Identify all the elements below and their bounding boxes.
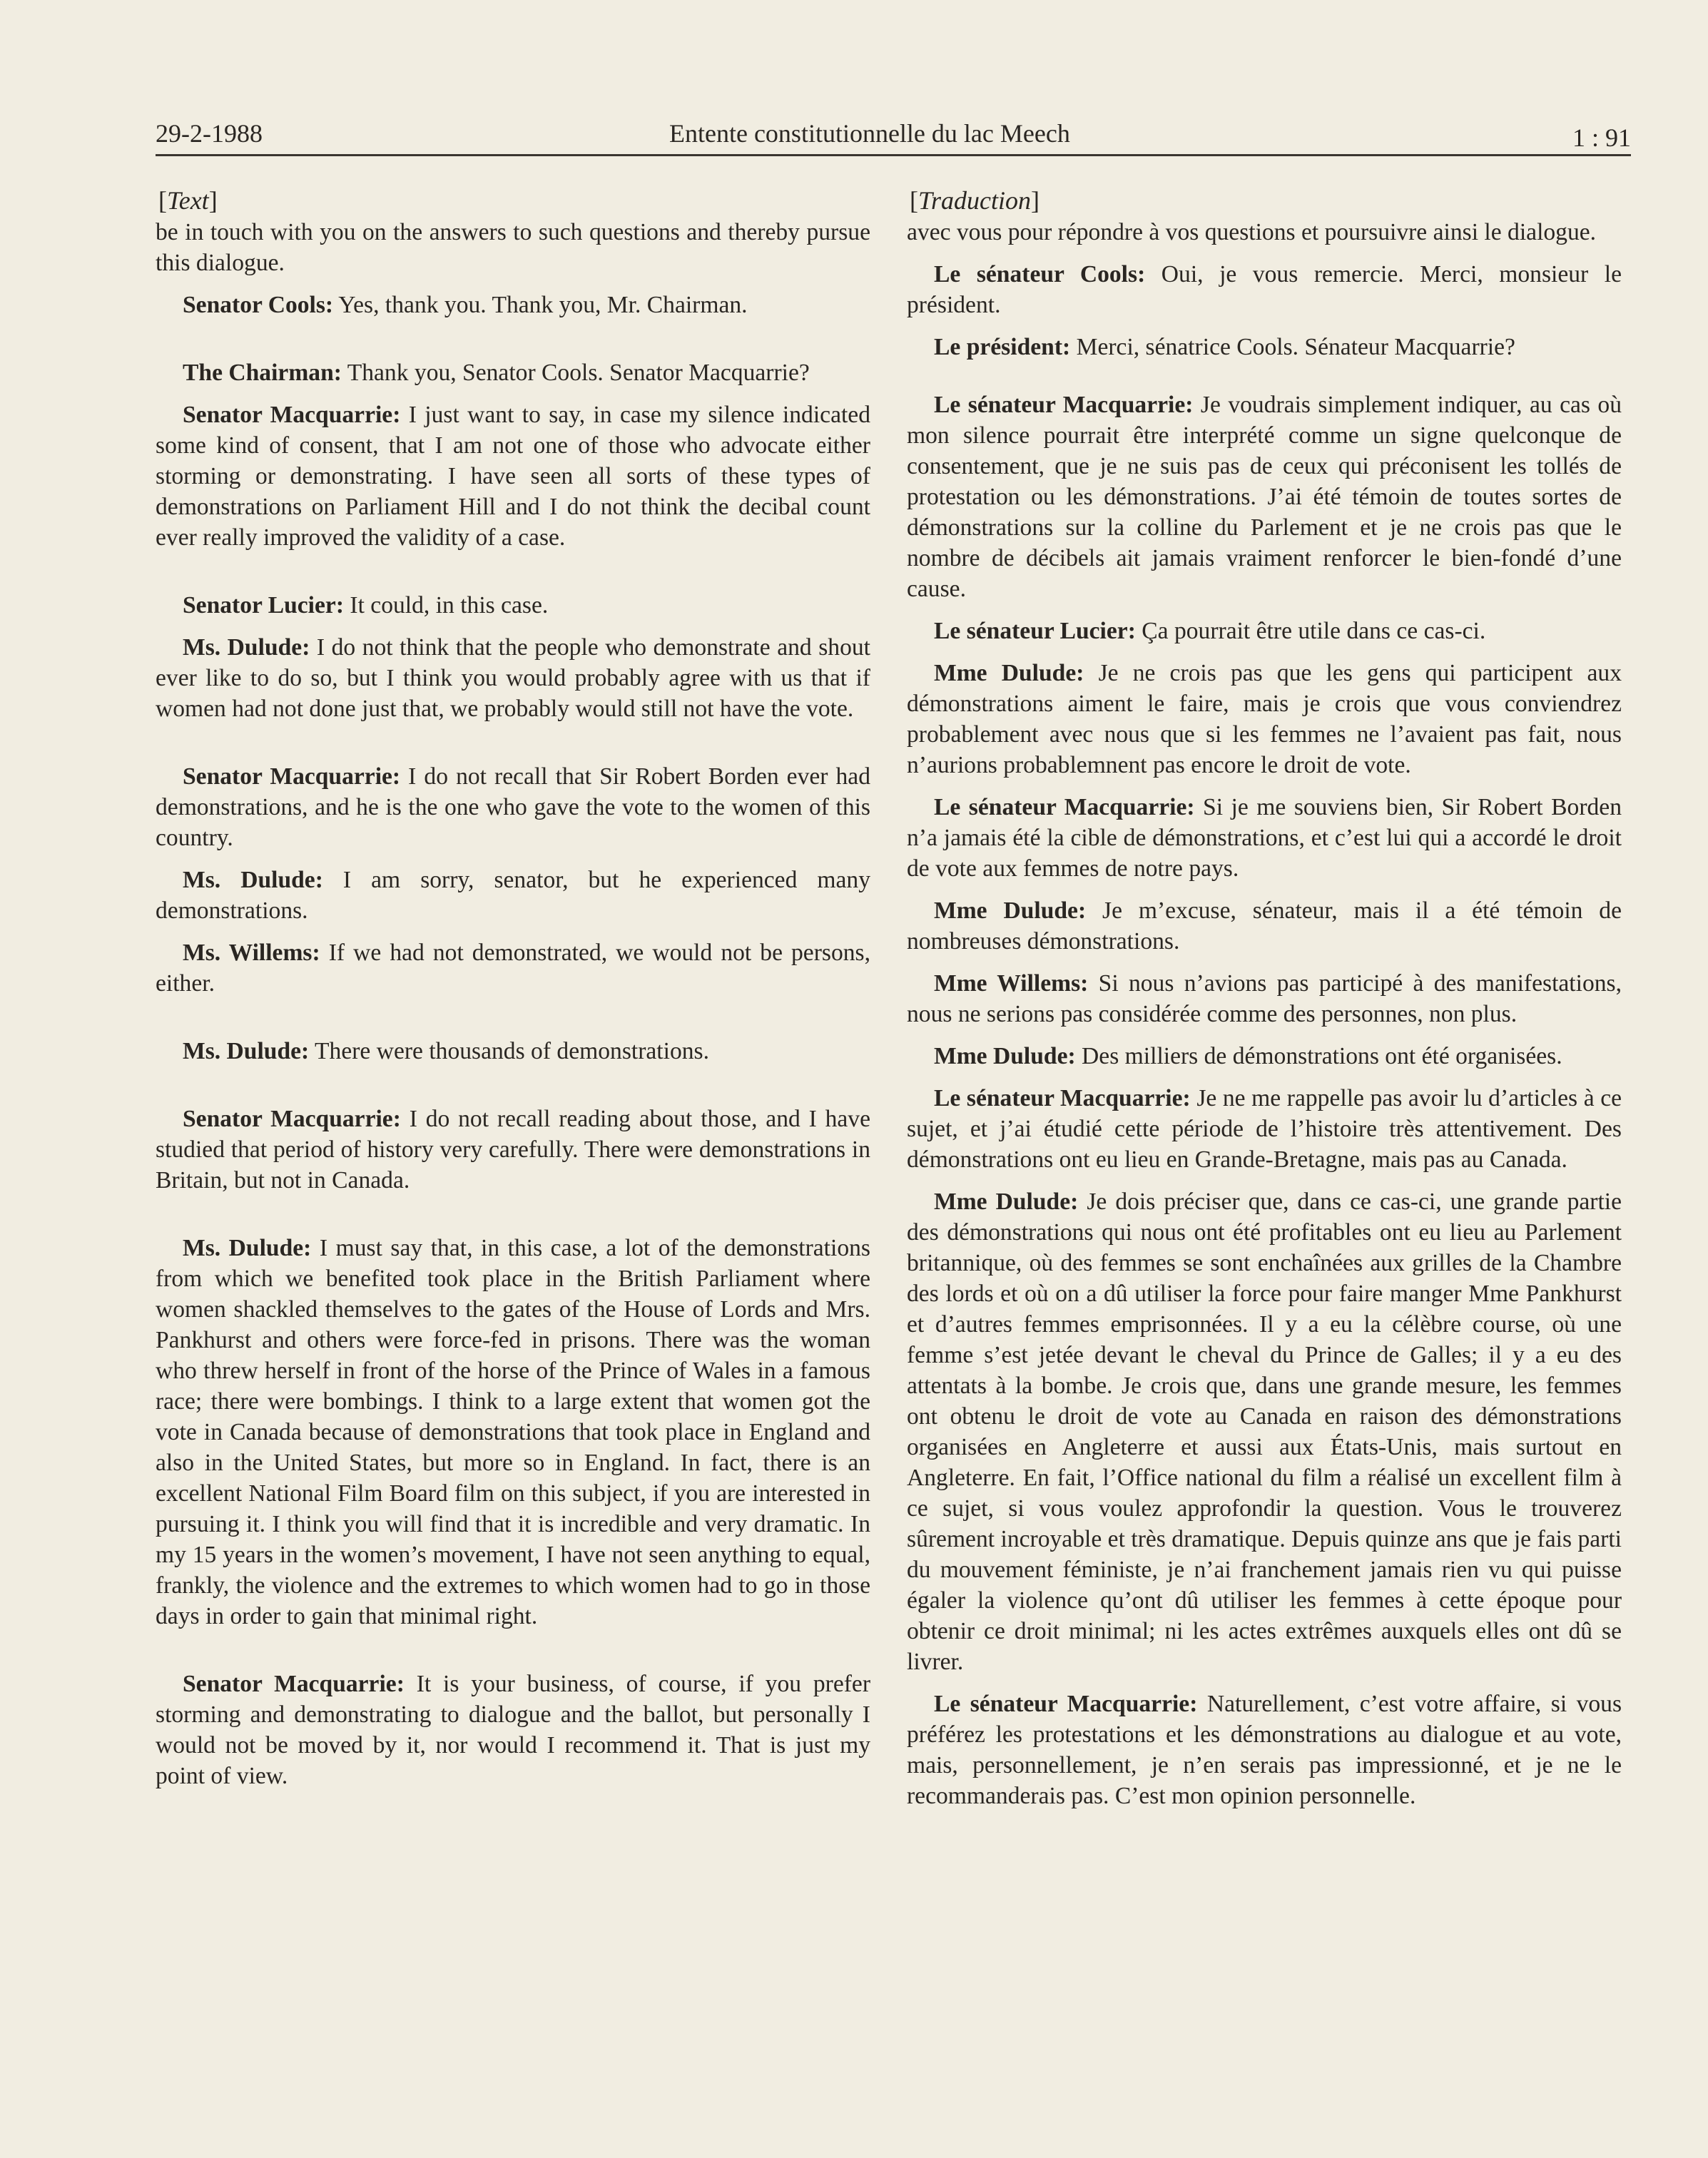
speaker-name: Mme Dulude:: [934, 660, 1084, 686]
speech-text: I do not recall that Sir Robert Borden ever had demonstrations, and he is the one who gave the vote to the women of this country.: [156, 763, 870, 851]
speech-paragraph: [156, 1104, 870, 1196]
speech-text: I do not recall reading about those, and I have studied that period of history very carefully. There were demonstrations in Britain, but not in Canada.: [156, 1106, 870, 1193]
speech-paragraph: [156, 1233, 870, 1632]
speech-paragraph: [156, 865, 870, 926]
speech-text: If we had not demonstrated, we would not be persons, either.: [156, 940, 870, 997]
speaker-name: Mme Dulude:: [934, 1189, 1079, 1215]
speech-paragraph: [907, 332, 1622, 362]
speech-paragraph: [907, 895, 1622, 957]
speech-paragraph: [907, 259, 1622, 320]
speech-text: It could, in this case.: [344, 592, 549, 619]
speaker-name: Le sénateur Cools:: [934, 261, 1146, 287]
speech-text: Yes, thank you. Thank you, Mr. Chairman.: [333, 292, 748, 318]
speech-paragraph: [907, 1186, 1622, 1677]
page-header: [156, 114, 1631, 156]
speech-paragraph: [907, 1689, 1622, 1811]
speech-paragraph: [907, 792, 1622, 884]
speech-paragraph: [156, 357, 870, 388]
speech-paragraph: [156, 1669, 870, 1791]
speaker-name: Ms. Dulude:: [183, 1038, 310, 1064]
speaker-name: Senator Lucier:: [183, 592, 344, 619]
speech-text: I do not think that the people who demonstrate and shout ever like to do so, but I think you would probably agree with us that if women had not done just that, we probably would still not have the vote.: [156, 634, 870, 722]
speaker-name: Senator Cools:: [183, 292, 334, 318]
speaker-name: Ms. Dulude:: [183, 1235, 312, 1261]
speaker-name: Le sénateur Macquarrie:: [934, 392, 1194, 418]
speaker-name: Mme Dulude:: [934, 1043, 1076, 1069]
speech-text: I am sorry, senator, but he experienced many demonstrations.: [156, 867, 870, 924]
speech-text: Oui, je vous remercie. Merci, monsieur le président.: [907, 261, 1622, 318]
speaker-name: Mme Dulude:: [934, 897, 1087, 924]
speech-text: There were thousands of demonstrations.: [309, 1038, 709, 1064]
speaker-name: Le sénateur Lucier:: [934, 618, 1136, 644]
speaker-name: Mme Willems:: [934, 970, 1089, 997]
speech-paragraph: [907, 390, 1622, 604]
speaker-name: Le sénateur Macquarrie:: [934, 1085, 1191, 1111]
speech-paragraph: [907, 1083, 1622, 1175]
speech-text: I must say that, in this case, a lot of the demonstrations from which we benefited took place in the British Parliament where women shackled themselves to the gates of the House of Lords and Mrs. Pankhurst and others were force-fed in prisons. There was the woman who threw herself in front of the horse of the Prince of Wales in a famous race; there were bombings. I think to a large extent that women got the vote in Canada because of demonstrations that took place in England and also in the United States, but more so in England. In fact, there is an excellent National Film Board film on this subject, if you are interested in pursuing it. I think you will find that it is incredible and very dramatic. In my 15 years in the women’s movement, I have not seen anything to equal, frankly, the violence and the extremes to which women had to go in those days in order to gain that minimal right.: [156, 1235, 870, 1629]
header-title: Entente constitutionnelle du lac Meech: [669, 119, 1070, 148]
speech-paragraph: [907, 968, 1622, 1029]
speech-paragraph: [156, 399, 870, 553]
speaker-name: Le sénateur Macquarrie:: [934, 794, 1195, 820]
speech-text: Je dois préciser que, dans ce cas-ci, une grande partie des démonstrations qui nous ont été profitables ont eu lieu au Parlement britannique, où des femmes se sont enchaînées aux grilles de la Chambre des lords et où on a dû utiliser la force pour faire manger Mme Pankhurst et d’autres femmes emprisonnées. Il y a eu la célèbre course, où une femme s’est jetée devant le cheval du Prince de Galles; il y a eu des attentats à la bombe. Je crois que, dans une grande mesure, les femmes ont obtenu le droit de vote au Canada en raison des démonstrations organisées en Angleterre et aussi aux États-Unis, mais surtout en Angleterre. En fait, l’Office national du film a réalisé un excellent film à ce sujet, si vous voulez approfondir la question. Vous le trouverez sûrement incroyable et très dramatique. Depuis quinze ans que je fais parti du mouvement féministe, je n’ai franchement jamais rien vu qui puisse égaler la violence qu’ont dû utiliser les femmes à cette époque pour obtenir ce droit minimal; ni les actes extrêmes auxquels elles ont dû se livrer.: [907, 1189, 1622, 1675]
speech-text: Si nous n’avions pas participé à des manifestations, nous ne serions pas considérée comme des personnes, non plus.: [907, 970, 1622, 1027]
speech-text: Si je me souviens bien, Sir Robert Borden n’a jamais été la cible de démonstrations, et c’est lui qui a accordé le droit de vote aux femmes de notre pays.: [907, 794, 1622, 882]
speech-paragraph: [907, 658, 1622, 780]
speaker-name: Le sénateur Macquarrie:: [934, 1691, 1198, 1717]
speaker-name: Senator Macquarrie:: [183, 763, 401, 790]
intro-paragraph: avec vous pour répondre à vos questions et poursuivre ainsi le dialogue.: [907, 219, 1597, 245]
speaker-name: Senator Macquarrie:: [183, 402, 401, 428]
speech-text: I just want to say, in case my silence indicated some kind of consent, that I am not one of those who advocate either storming or demonstrating. I have seen all sorts of these types of demonstrations on Parliament Hill and I do not think the decibal count ever really improved the validity of a case.: [156, 402, 870, 551]
speech-text: It is your business, of course, if you prefer storming and demonstrating to dialogue and the ballot, but personally I would not be moved by it, nor would I recommend it. That is just my point of view.: [156, 1671, 870, 1789]
speech-paragraph: [156, 290, 870, 320]
speaker-name: Senator Macquarrie:: [183, 1671, 405, 1697]
speech-paragraph: [907, 1041, 1622, 1072]
speech-text: Naturellement, c’est votre affaire, si vous préférez les protestations et les démonstrations au dialogue et au vote, mais, personnellement, je n’en serais pas impressionné, et je ne le recommanderais pas. C’est mon opinion personnelle.: [907, 1691, 1622, 1809]
header-page-number: 1 : 91: [1572, 123, 1631, 152]
section-tag-traduction: [Traduction]: [910, 186, 1040, 215]
speech-text: Je ne crois pas que les gens qui participent aux démonstrations aiment le faire, mais je crois que vous conviendrez probablement avec nous que si les femmes ne l’avaient pas fait, nous n’aurions probablemnent pas encore le droit de vote.: [907, 660, 1622, 778]
intro-paragraph: be in touch with you on the answers to such questions and thereby pursue this dialogue.: [156, 219, 870, 276]
header-date: 29-2-1988: [156, 119, 263, 148]
speech-text: Ça pourrait être utile dans ce cas-ci.: [1135, 618, 1486, 644]
speech-paragraph: [156, 632, 870, 724]
speaker-name: Ms. Willems:: [183, 940, 320, 966]
french-column: [907, 184, 1622, 1823]
speech-paragraph: [907, 616, 1622, 646]
speech-paragraph: [156, 937, 870, 999]
section-tag-text: [Text]: [158, 186, 218, 215]
speech-paragraph: [156, 1036, 870, 1067]
speech-text: Merci, sénatrice Cools. Sénateur Macquarrie?: [1070, 334, 1515, 360]
speaker-name: The Chairman:: [183, 360, 342, 386]
speech-text: Je voudrais simplement indiquer, au cas où mon silence pourrait être interprété comme un signe quelconque de consentement, que je ne suis pas de ceux qui préconisent les tollés de protestation ou les démonstrations. J’ai été témoin de toutes sortes de démonstrations sur la colline du Parlement et je ne crois pas que le nombre de décibels ait jamais vraiment renforcer le bien-fondé d’une cause.: [907, 392, 1622, 602]
speaker-name: Ms. Dulude:: [183, 634, 310, 661]
speech-text: Je m’excuse, sénateur, mais il a été témoin de nombreuses démonstrations.: [907, 897, 1622, 955]
speech-text: Thank you, Senator Cools. Senator Macquarrie?: [341, 360, 810, 386]
speech-paragraph: [156, 761, 870, 853]
speech-text: Des milliers de démonstrations ont été organisées.: [1075, 1043, 1562, 1069]
speaker-name: Senator Macquarrie:: [183, 1106, 401, 1132]
speaker-name: Le président:: [934, 334, 1071, 360]
speech-paragraph: [156, 590, 870, 621]
english-column: [156, 184, 870, 1803]
speech-text: Je ne me rappelle pas avoir lu d’articles à ce sujet, et j’ai étudié cette période de l’histoire très attentivement. Des démonstrations ont eu lieu en Grande-Bretagne, mais pas au Canada.: [907, 1085, 1622, 1173]
speaker-name: Ms. Dulude:: [183, 867, 323, 893]
